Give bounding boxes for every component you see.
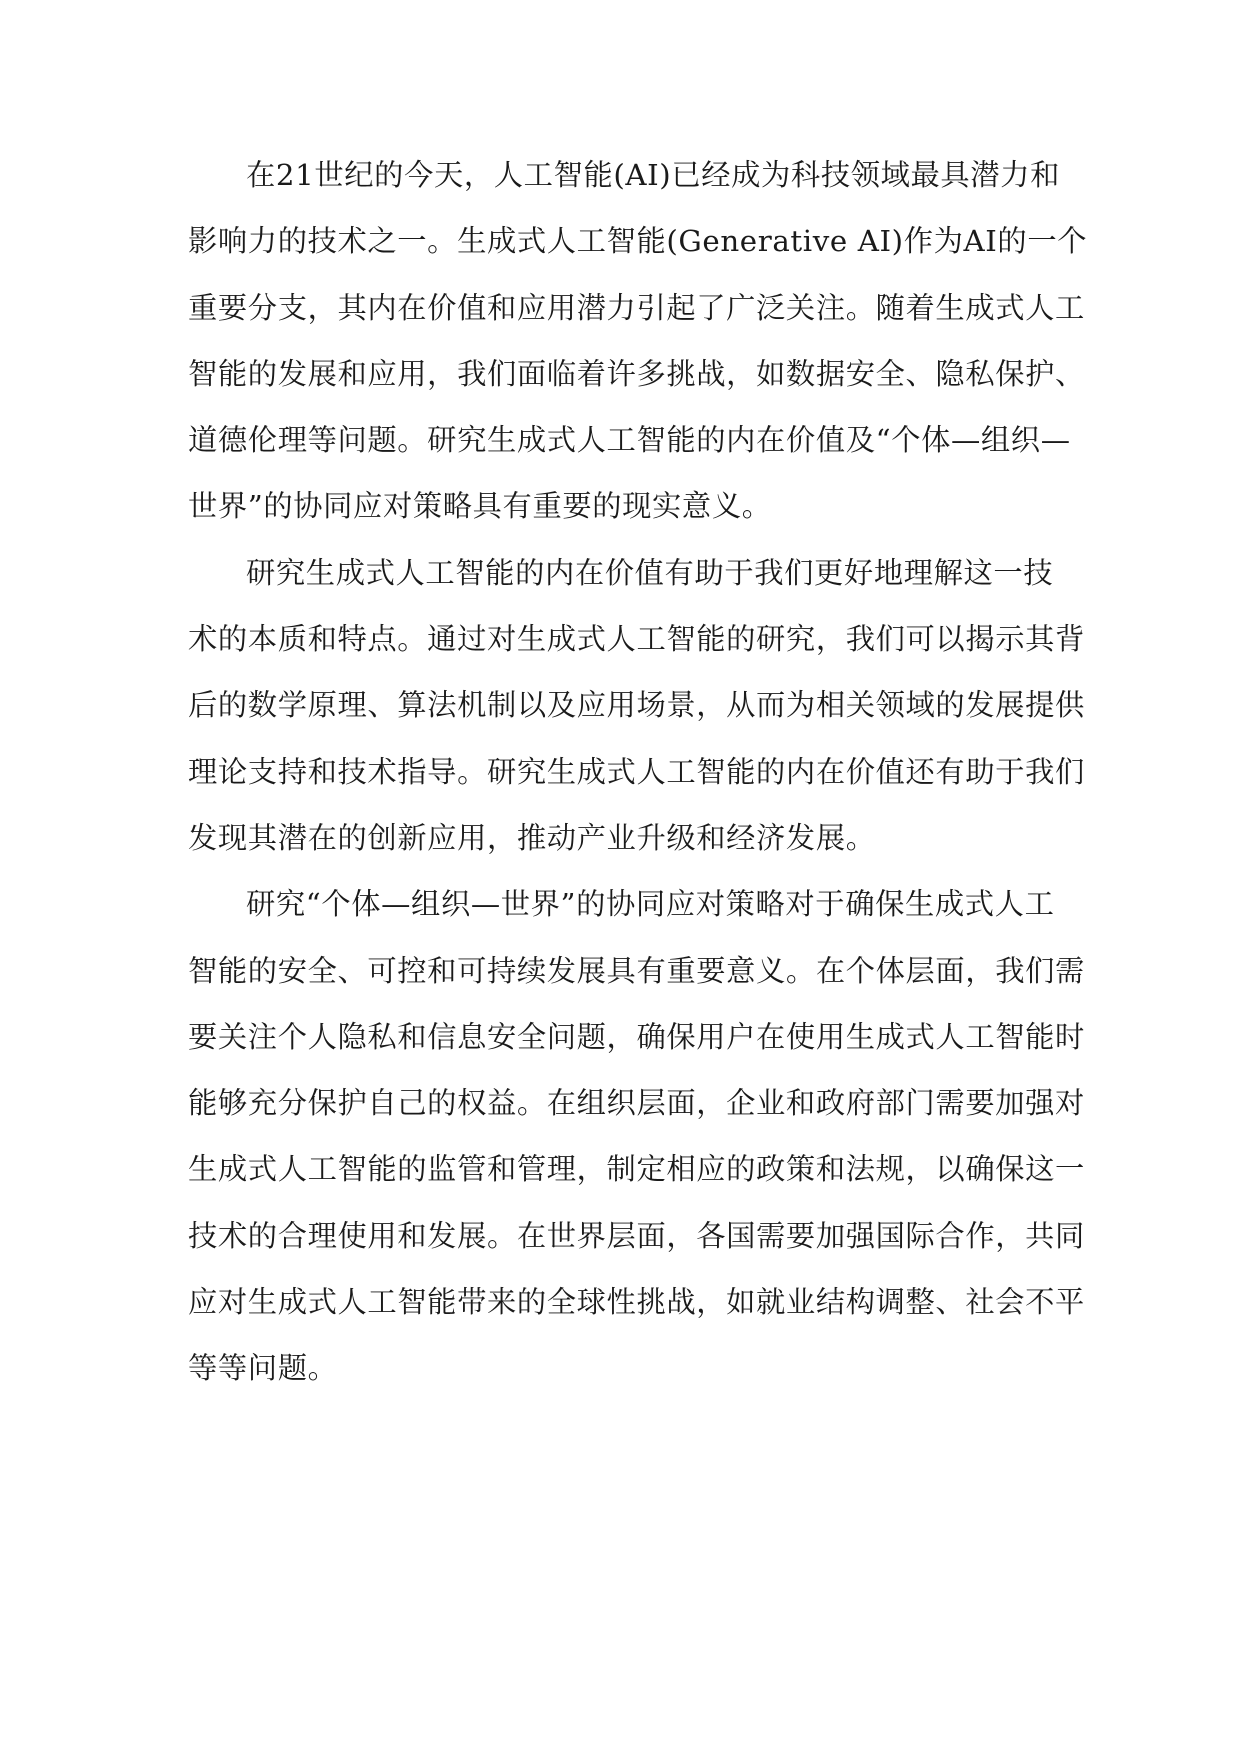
paragraph-line: 智能的安全、可控和可持续发展具有重要意义。在个体层面，我们需 <box>188 953 1085 988</box>
paragraph-line: 要关注个人隐私和信息安全问题，确保用户在使用生成式人工智能时 <box>188 1019 1085 1054</box>
paragraph-line: 发现其潜在的创新应用，推动产业升级和经济发展。 <box>188 820 876 855</box>
paragraph-line: 能够充分保护自己的权益。在组织层面，企业和政府部门需要加强对 <box>188 1086 1085 1121</box>
paragraph-2 <box>188 540 1085 871</box>
paragraph-3 <box>188 871 1085 1401</box>
paragraph-line: 研究生成式人工智能的内在价值有助于我们更好地理解这一技 <box>246 555 1054 590</box>
paragraph-line: 影响力的技术之一。生成式人工智能(Generative AI)作为AI的一个 <box>188 224 1088 259</box>
paragraph-line: 术的本质和特点。通过对生成式人工智能的研究，我们可以揭示其背 <box>188 622 1085 657</box>
paragraph-line: 理论支持和技术指导。研究生成式人工智能的内在价值还有助于我们 <box>188 754 1085 789</box>
paragraph-line: 后的数学原理、算法机制以及应用场景，从而为相关领域的发展提供 <box>188 688 1085 723</box>
paragraph-line: 重要分支，其内在价值和应用潜力引起了广泛关注。随着生成式人工 <box>188 290 1085 325</box>
document-body <box>188 142 1088 1402</box>
paragraph-line: 世界”的协同应对策略具有重要的现实意义。 <box>188 489 772 524</box>
paragraph-line: 技术的合理使用和发展。在世界层面，各国需要加强国际合作，共同 <box>188 1218 1085 1253</box>
paragraph-line: 研究“个体—组织—世界”的协同应对策略对于确保生成式人工 <box>246 887 1055 922</box>
paragraph-line: 生成式人工智能的监管和管理，制定相应的政策和法规，以确保这一 <box>188 1152 1085 1187</box>
paragraph-line: 等等问题。 <box>188 1351 338 1386</box>
paragraph-line: 在21世纪的今天，人工智能(AI)已经成为科技领域最具潜力和 <box>246 158 1060 192</box>
paragraph-line: 智能的发展和应用，我们面临着许多挑战，如数据安全、隐私保护、 <box>188 356 1085 391</box>
paragraph-line: 应对生成式人工智能带来的全球性挑战，如就业结构调整、社会不平 <box>188 1285 1085 1320</box>
paragraph-1 <box>188 142 1088 540</box>
paragraph-line: 道德伦理等问题。研究生成式人工智能的内在价值及“个体—组织— <box>188 423 1071 458</box>
